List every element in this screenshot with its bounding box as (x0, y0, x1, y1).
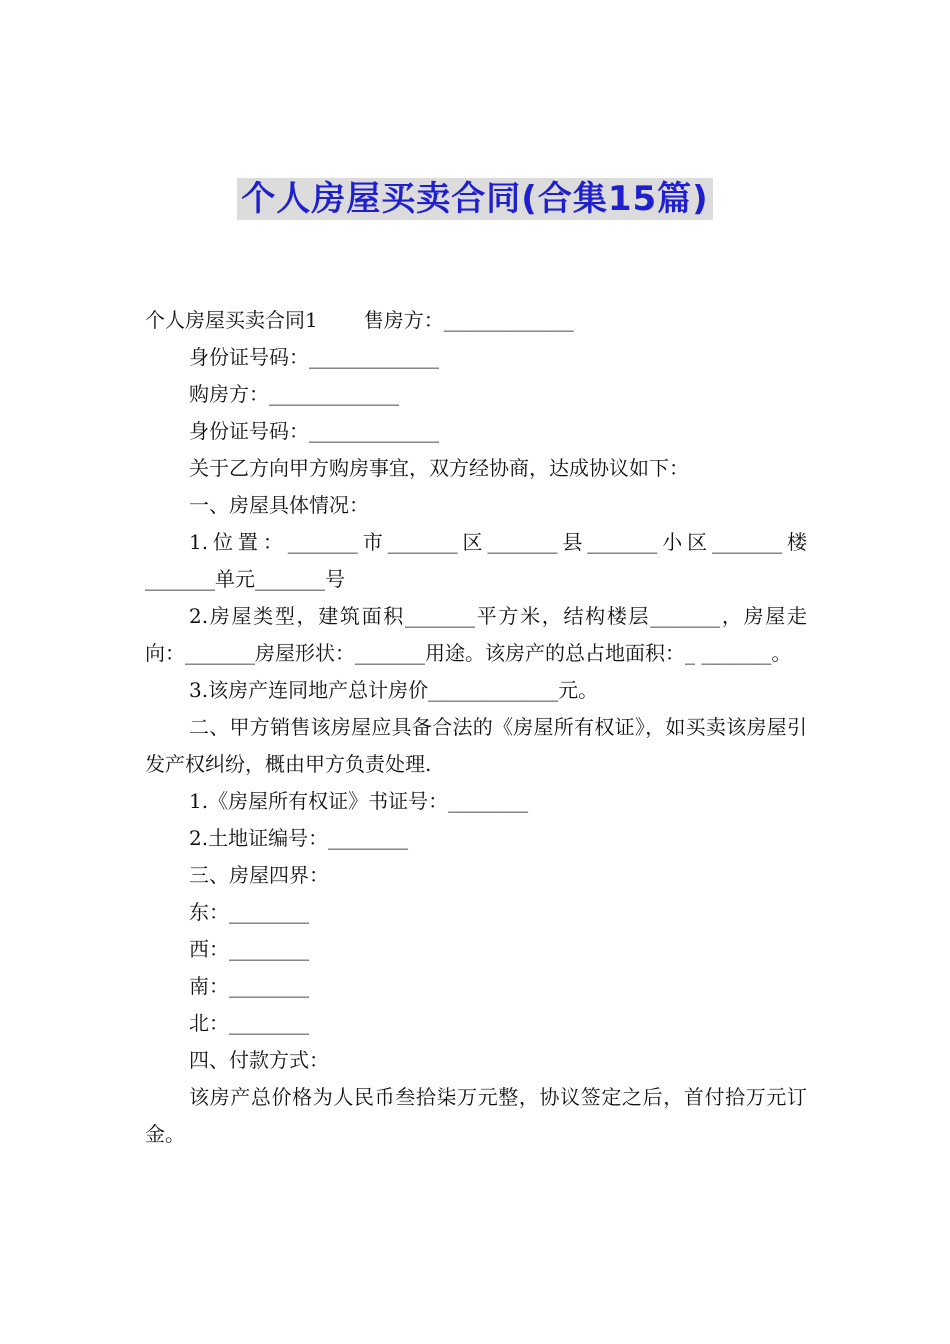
document-body (145, 302, 807, 1153)
payment-paragraph: 该房产总价格为人民币叁拾柒万元整，协议签定之后，首付拾万元订金。 (145, 1085, 807, 1146)
title-container (0, 178, 950, 220)
boundary-west: 西：________ (189, 937, 309, 961)
section-3-heading: 三、房屋四界： (189, 863, 329, 887)
seller-field: 售房方：_____________ (363, 308, 574, 332)
boundary-east: 东：________ (189, 900, 309, 924)
location-clause: 1.位置：_______市_______区_______县_______小区_______楼_______单元_______号 (145, 530, 807, 591)
price-clause: 3.该房产连同地产总计房价_____________元。 (189, 678, 599, 702)
boundary-north: 北：________ (189, 1011, 309, 1035)
contract-heading: 个人房屋买卖合同1 (145, 308, 318, 332)
certificate-number-field: 1.《房屋所有权证》书证号：________ (189, 789, 529, 813)
section-4-heading: 四、付款方式： (189, 1048, 329, 1072)
section-2-paragraph: 二、甲方销售该房屋应具备合法的《房屋所有权证》，如买卖该房屋引发产权纠纷，概由甲方负责处理. (145, 715, 807, 776)
document-title: 个人房屋买卖合同(合集15篇) (237, 178, 712, 220)
first-line (145, 302, 807, 339)
buyer-id-field: 身份证号码：_____________ (189, 419, 439, 443)
agreement-intro: 关于乙方向甲方购房事宜，双方经协商，达成协议如下： (189, 456, 689, 480)
boundary-south: 南：________ (189, 974, 309, 998)
house-type-clause: 2.房屋类型，建筑面积_______平方米，结构楼层_______，房屋走向：_______房屋形状：_______用途。该房产的总占地面积：_ _______。 (145, 604, 807, 665)
seller-id-field: 身份证号码：_____________ (189, 345, 439, 369)
land-certificate-field: 2.土地证编号：________ (189, 826, 409, 850)
buyer-field: 购房方：_____________ (189, 382, 399, 406)
section-1-heading: 一、房屋具体情况： (189, 493, 369, 517)
